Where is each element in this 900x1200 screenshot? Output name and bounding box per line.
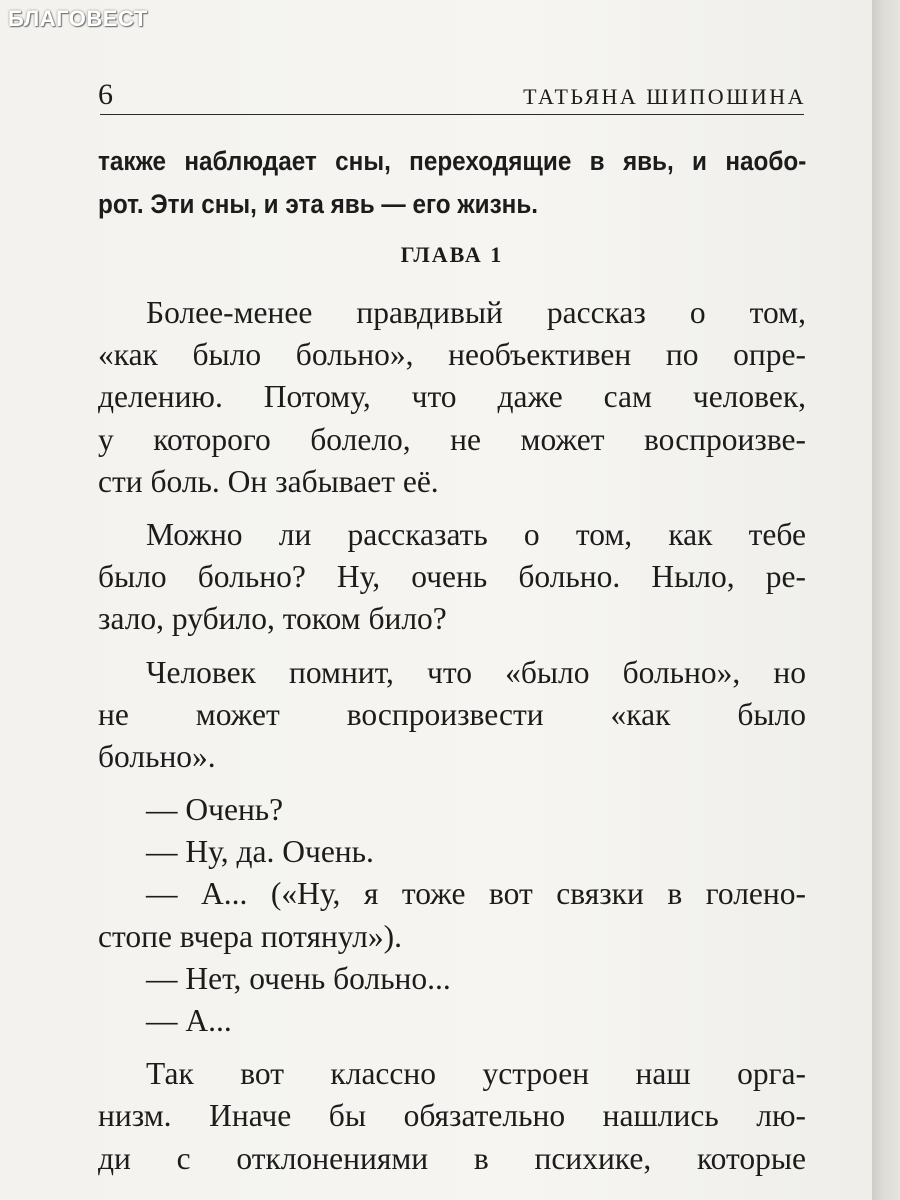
text-line: больно».: [98, 738, 216, 774]
text-line: зало, рубило, током било?: [98, 601, 447, 637]
bold-intro-line: рот. Эти сны, и эта явь — его жизнь.: [98, 189, 539, 219]
text-line: «как было больно», необъективен по опре-: [98, 337, 806, 373]
dialogue-line: — А...: [146, 1003, 232, 1038]
dialogue-line: — Ну, да. Очень.: [146, 834, 374, 870]
dialogue-line: — Нет, очень больно...: [146, 960, 451, 996]
text-line: не может воспроизвести «как было: [98, 696, 806, 732]
page-edge: [872, 0, 900, 1200]
text-line: Так вот классно устроен наш орга-: [146, 1056, 806, 1092]
chapter-title: ГЛАВА 1: [400, 242, 504, 267]
text-line: Человек помнит, что «было больно», но: [146, 654, 806, 690]
header-rule: [100, 114, 804, 115]
text-line: было больно? Ну, очень больно. Ныло, ре-: [98, 559, 806, 595]
running-head: ТАТЬЯНА ШИПОШИНА: [523, 84, 806, 109]
text-line: делению. Потому, что даже сам человек,: [98, 379, 806, 415]
text-line: Можно ли рассказать о том, как тебе: [146, 516, 806, 552]
body-text: [98, 292, 806, 1180]
text-line: ди с отклонениями в психике, которые: [98, 1140, 806, 1176]
dialogue-line: — Очень?: [146, 792, 284, 828]
bold-intro: [98, 140, 807, 226]
bold-intro-line: также наблюдает сны, переходящие в явь, и наобо-: [98, 146, 807, 176]
text-line: сти боль. Он забывает её.: [98, 463, 439, 499]
text-line: Более-менее правдивый рассказ о том,: [146, 295, 806, 330]
text-line: низм. Иначе бы обязательно нашлись лю-: [98, 1098, 806, 1134]
watermark-logo: БЛАГОВЕСТ: [8, 6, 148, 31]
dialogue-line: — А... («Ну, я тоже вот связки в голено-: [146, 876, 806, 912]
page-number: 6: [98, 78, 113, 111]
text-line: у которого болело, не может воспроизве-: [98, 421, 806, 457]
dialogue-line: стопе вчера потянул»).: [98, 918, 402, 954]
